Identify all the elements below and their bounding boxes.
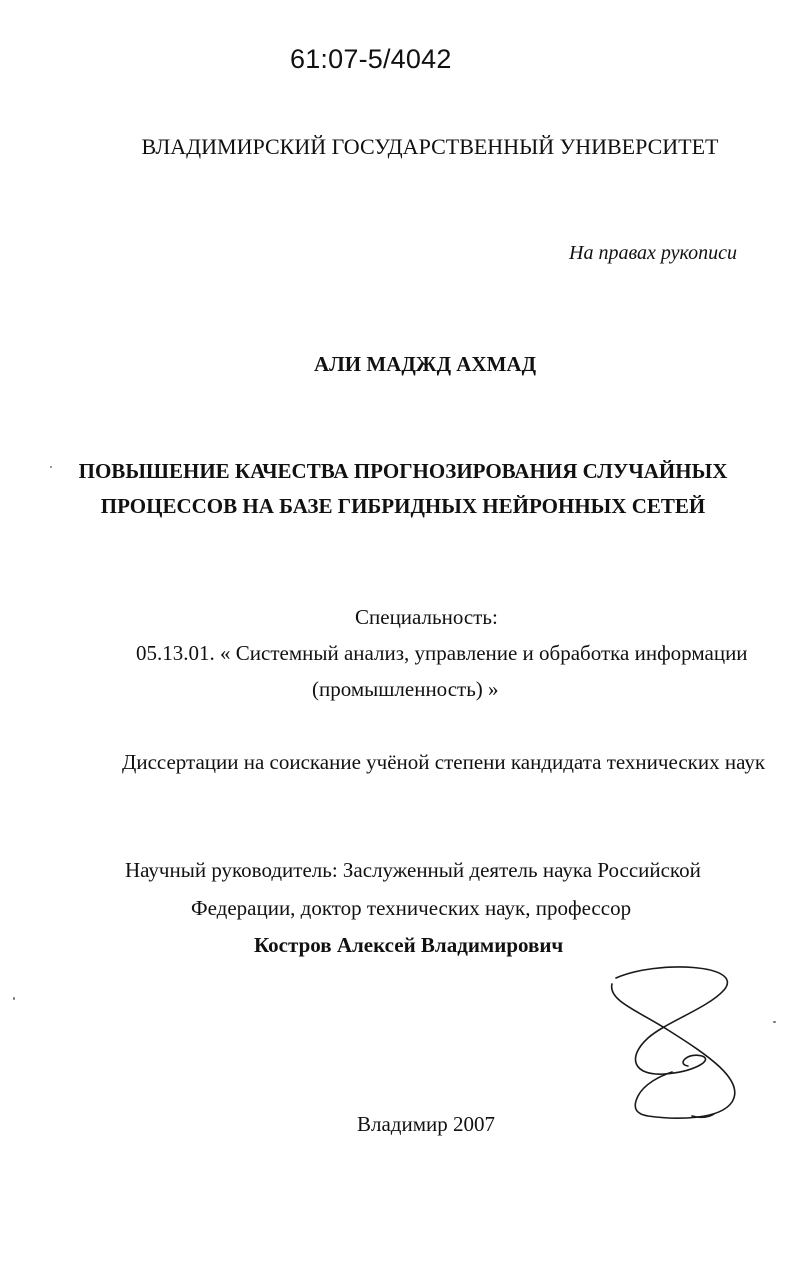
- advisor-name: Костров Алексей Владимирович: [254, 933, 564, 957]
- specialty-label: Специальность:: [355, 605, 498, 629]
- catalog-code: 61:07-5/4042: [290, 44, 452, 74]
- university-name: ВЛАДИМИРСКИЙ ГОСУДАРСТВЕННЫЙ УНИВЕРСИТЕТ: [141, 134, 719, 159]
- city-year: Владимир 2007: [357, 1112, 496, 1136]
- scan-speck: [773, 1021, 776, 1023]
- title-line-2: ПРОЦЕССОВ НА БАЗЕ ГИБРИДНЫХ НЕЙРОННЫХ СЕТЕЙ: [100, 494, 706, 518]
- title-line-1: ПОВЫШЕНИЕ КАЧЕСТВА ПРОГНОЗИРОВАНИЯ СЛУЧАЙНЫХ: [78, 459, 728, 483]
- degree-statement: Диссертации на соискание учёной степени кандидата технических наук: [122, 750, 766, 774]
- specialty-name-continued: (промышленность) »: [312, 677, 499, 701]
- scan-speck: [13, 997, 15, 1000]
- author-name: АЛИ МАДЖД АХМАД: [313, 352, 537, 376]
- specialty-code-name: 05.13.01. « Системный анализ, управление и обработка информации: [136, 641, 748, 665]
- handwritten-signature-icon: [596, 960, 756, 1130]
- advisor-line-1: Научный руководитель: Заслуженный деятель наука Российской: [125, 858, 701, 882]
- scan-speck: [50, 466, 52, 468]
- manuscript-note: На правах рукописи: [569, 242, 737, 264]
- advisor-line-2: Федерации, доктор технических наук, профессор: [191, 896, 632, 920]
